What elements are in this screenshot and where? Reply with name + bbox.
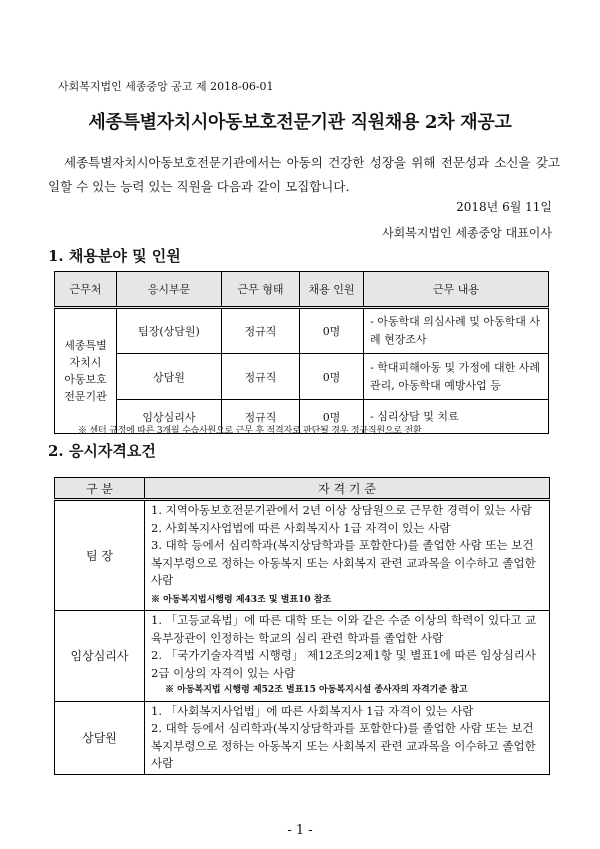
reference-note: ※ 아동복지법시행령 제43조 및 별표10 참조 <box>151 594 332 605</box>
issuer-name: 사회복지법인 세종중앙 대표이사 <box>382 226 552 240</box>
table-row <box>55 701 550 774</box>
criteria-item: 2. 사회복지사업법에 따른 사회복지사 1급 자격이 있는 사람 <box>151 520 451 535</box>
criteria-item: 3. 대학 등에서 심리학과(복지상담학과를 포함한다)를 졸업한 사람 또는 보건복지부령으로 정하는 아동복지 또는 사회복지 관련 교과목을 이수하고 졸업한 사람 <box>151 538 536 587</box>
page-number: - 1 - <box>287 823 313 838</box>
duty-cell: - 심리상담 및 치료 <box>364 400 549 434</box>
count-cell: 0명 <box>300 400 364 434</box>
count-cell: 0명 <box>300 354 364 400</box>
header-workplace: 근무처 <box>55 272 117 308</box>
header-count: 채용 인원 <box>300 272 364 308</box>
criteria-item: 1. 「사회복지사업법」에 따른 사회복지사 1급 자격이 있는 사람 <box>151 703 474 718</box>
qualification-table <box>54 477 550 775</box>
table-row <box>55 500 550 611</box>
criteria-item: 2. 「국가기술자격법 시행령」 제12조의2제1항 및 별표1에 따른 임상심리사 2급 이상의 자격이 있는 사람 <box>151 648 536 680</box>
position-cell: 임상심리사 <box>117 400 222 434</box>
team-leader-criteria <box>145 500 550 611</box>
position-cell: 팀장(상담원) <box>117 308 222 354</box>
table-row <box>55 354 549 400</box>
table-row <box>55 308 549 354</box>
header-type: 근무 형태 <box>222 272 300 308</box>
table-header-row <box>55 478 550 500</box>
duty-cell: - 아동학대 의심사례 및 아동학대 사례 현장조사 <box>364 308 549 354</box>
team-leader-label: 팀 장 <box>55 500 145 611</box>
header-criteria: 자 격 기 준 <box>145 478 550 500</box>
header-position: 응시부문 <box>117 272 222 308</box>
counselor-label: 상담원 <box>55 701 145 774</box>
position-cell: 상담원 <box>117 354 222 400</box>
header-duties: 근무 내용 <box>364 272 549 308</box>
criteria-item: 1. 지역아동보호전문기관에서 2년 이상 상담원으로 근무한 경력이 있는 사람 <box>151 503 532 517</box>
psychologist-criteria <box>145 611 550 702</box>
count-cell: 0명 <box>300 308 364 354</box>
criteria-item: 1. 「고등교육법」에 따른 대학 또는 이와 같은 수준 이상의 학력이 있다고 교육부장관이 인정하는 학교의 심리 관련 학과를 졸업한 사람 <box>151 613 537 645</box>
psychologist-label: 임상심리사 <box>55 611 145 702</box>
duty-cell: - 학대피해아동 및 가정에 대한 사례관리, 아동학대 예방사업 등 <box>364 354 549 400</box>
header-category: 구 분 <box>55 478 145 500</box>
section2-heading: 2. 응시자격요건 <box>48 442 156 460</box>
intro-text: 세종특별자치시아동보호전문기관에서는 아동의 건강한 성장을 위해 전문성과 소신을 갖고 일할 수 있는 능력 있는 직원을 다음과 같이 모집합니다. <box>48 155 560 194</box>
reference-note: ※ 아동복지법 시행령 제52조 별표15 아동복지시설 종사자의 자격기준 참고 <box>165 685 468 695</box>
notice-date: 2018년 6월 11일 <box>456 200 552 214</box>
section1-heading: 1. 채용분야 및 인원 <box>48 247 181 265</box>
type-cell: 정규직 <box>222 354 300 400</box>
page-title: 세종특별자치시아동보호전문기관 직원채용 2차 재공고 <box>88 112 512 133</box>
counselor-criteria <box>145 701 550 774</box>
type-cell: 정규직 <box>222 308 300 354</box>
intro-paragraph <box>48 151 560 199</box>
type-cell: 정규직 <box>222 400 300 434</box>
notice-number: 사회복지법인 세종중앙 공고 제 2018-06-01 <box>58 80 274 93</box>
table-header-row <box>55 272 549 308</box>
criteria-item: 2. 대학 등에서 심리학과(복지상담학과를 포함한다)를 졸업한 사람 또는 보건복지부령으로 정하는 아동복지 또는 사회복지 관련 교과목을 이수하고 졸업한 사람 <box>151 721 536 770</box>
table-row <box>55 611 550 702</box>
recruitment-table <box>54 271 549 434</box>
table-footnote: ※ 센터 규정에 따른 3개월 수습사원으로 근무 후 적격자로 판단될 경우 정규직원으로 전환 <box>78 426 422 436</box>
workplace-cell: 세종특별 자치시 아동보호 전문기관 <box>55 308 117 434</box>
